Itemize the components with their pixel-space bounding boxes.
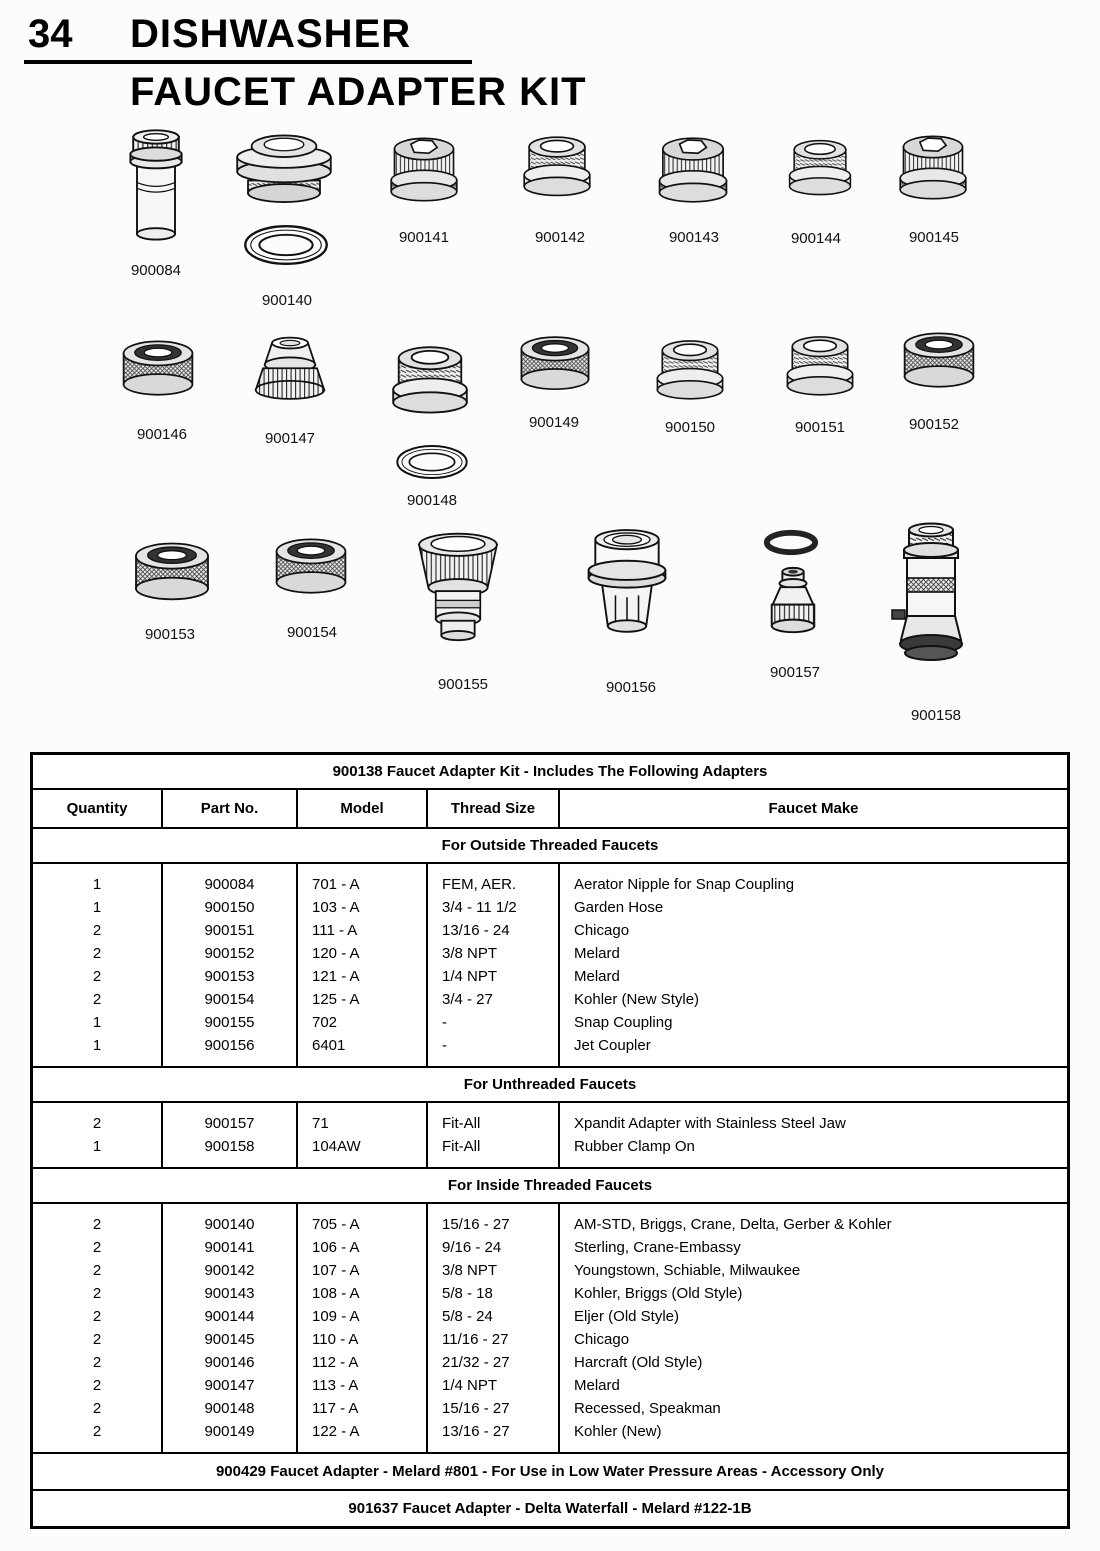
cell-make: Melard — [574, 1377, 620, 1394]
part-image-900156 — [579, 526, 675, 656]
cell-qty: 2 — [92, 945, 102, 962]
part-label-900084: 900084 — [130, 262, 182, 279]
cell-model: 103 - A — [312, 899, 360, 916]
column-make — [560, 864, 1067, 1066]
part-label-900141: 900141 — [398, 229, 450, 246]
column-model — [298, 1103, 428, 1167]
column-make — [560, 1204, 1067, 1452]
cell-model: 109 - A — [312, 1308, 360, 1325]
cell-model: 121 - A — [312, 968, 360, 985]
cell-thread: 13/16 - 24 — [442, 922, 510, 939]
cell-make: Youngstown, Schiable, Milwaukee — [574, 1262, 801, 1279]
part-image-900140-adapter — [230, 128, 338, 214]
cell-model: 6401 — [312, 1037, 346, 1054]
cell-part: 900142 — [204, 1262, 255, 1279]
cell-part: 900147 — [204, 1377, 255, 1394]
cell-qty: 1 — [92, 1037, 102, 1054]
cell-qty: 2 — [92, 1377, 102, 1394]
cell-make: Eljer (Old Style) — [574, 1308, 680, 1325]
column-thread — [428, 864, 560, 1066]
cell-make: Harcraft (Old Style) — [574, 1354, 703, 1371]
cell-part: 900156 — [204, 1037, 255, 1054]
cell-make: Melard — [574, 945, 620, 962]
table-footnote-901637: 901637 Faucet Adapter - Delta Waterfall - Melard #122-1B — [348, 1500, 752, 1517]
part-label-900144: 900144 — [790, 230, 842, 247]
cell-make: Garden Hose — [574, 899, 664, 916]
part-image-900157-oring — [762, 528, 820, 557]
cell-make: Xpandit Adapter with Stainless Steel Jaw — [574, 1115, 846, 1132]
part-image-900144 — [782, 136, 858, 206]
part-label-900142: 900142 — [534, 229, 586, 246]
cell-qty: 2 — [92, 968, 102, 985]
cell-qty: 2 — [92, 1308, 102, 1325]
cell-thread: 3/4 - 27 — [442, 991, 493, 1008]
cell-make: Chicago — [574, 1331, 630, 1348]
section-heading: For Outside Threaded Faucets — [33, 829, 1067, 864]
cell-part: 900158 — [204, 1138, 255, 1155]
cell-thread: 3/4 - 11 1/2 — [442, 899, 517, 916]
cell-part: 900148 — [204, 1400, 255, 1417]
part-label-900149: 900149 — [528, 414, 580, 431]
cell-qty: 1 — [92, 876, 102, 893]
table-header-row — [33, 790, 1067, 829]
part-image-900145 — [892, 132, 974, 208]
cell-part: 900084 — [204, 876, 255, 893]
column-model — [298, 864, 428, 1066]
cell-model: 705 - A — [312, 1216, 360, 1233]
part-label-900140: 900140 — [261, 292, 313, 309]
title-rule — [24, 60, 472, 64]
cell-make: Aerator Nipple for Snap Coupling — [574, 876, 795, 893]
part-label-900145: 900145 — [908, 229, 960, 246]
cell-thread: 15/16 - 27 — [442, 1400, 510, 1417]
cell-model: 117 - A — [312, 1400, 359, 1417]
part-label-900150: 900150 — [664, 419, 716, 436]
part-image-900147 — [245, 332, 335, 418]
cell-thread: 9/16 - 24 — [442, 1239, 502, 1256]
cell-model: 112 - A — [312, 1354, 359, 1371]
cell-part: 900141 — [204, 1239, 255, 1256]
cell-part: 900140 — [204, 1216, 255, 1233]
column-part — [163, 864, 298, 1066]
header-faucet-make: Faucet Make — [768, 800, 859, 817]
page-title: DISHWASHER — [130, 12, 412, 56]
cell-thread: 13/16 - 27 — [442, 1423, 510, 1440]
cell-qty: 1 — [92, 1138, 102, 1155]
cell-model: 108 - A — [312, 1285, 360, 1302]
cell-part: 900149 — [204, 1423, 255, 1440]
cell-part: 900145 — [204, 1331, 255, 1348]
table-title: 900138 Faucet Adapter Kit - Includes The Following Adapters — [33, 755, 1067, 790]
part-label-900152: 900152 — [908, 416, 960, 433]
cell-part: 900152 — [204, 945, 255, 962]
cell-make: Kohler, Briggs (Old Style) — [574, 1285, 743, 1302]
part-image-900152 — [896, 328, 982, 399]
cell-qty: 2 — [92, 1115, 102, 1132]
cell-part: 900157 — [204, 1115, 255, 1132]
cell-qty: 1 — [92, 1014, 102, 1031]
cell-thread: 21/32 - 27 — [442, 1354, 510, 1371]
part-image-900149 — [513, 332, 597, 401]
cell-thread: 3/8 NPT — [442, 945, 498, 962]
column-qty — [33, 864, 163, 1066]
cell-make: Rubber Clamp On — [574, 1138, 695, 1155]
column-part — [163, 1103, 298, 1167]
header-quantity: Quantity — [33, 790, 163, 827]
part-label-900147: 900147 — [264, 430, 316, 447]
part-label-900151: 900151 — [794, 419, 846, 436]
column-thread — [428, 1103, 560, 1167]
cell-qty: 2 — [92, 1354, 102, 1371]
cell-qty: 2 — [92, 1262, 102, 1279]
header-model: Model — [298, 790, 428, 827]
part-image-900148-washer — [392, 440, 472, 484]
cell-make: Snap Coupling — [574, 1014, 673, 1031]
part-image-900084 — [118, 126, 194, 262]
cell-make: Chicago — [574, 922, 630, 939]
part-label-900146: 900146 — [136, 426, 188, 443]
cell-model: 702 — [312, 1014, 338, 1031]
part-image-900148-adapter — [384, 336, 476, 432]
part-image-900150 — [649, 336, 731, 411]
column-thread — [428, 1204, 560, 1452]
cell-model: 701 - A — [312, 876, 360, 893]
part-label-900154: 900154 — [286, 624, 338, 641]
part-label-900148: 900148 — [406, 492, 458, 509]
cell-thread: Fit-All — [442, 1115, 481, 1132]
cell-qty: 2 — [92, 1423, 102, 1440]
column-qty — [33, 1204, 163, 1452]
cell-model: 125 - A — [312, 991, 360, 1008]
part-image-900158 — [886, 522, 976, 677]
part-image-900151 — [779, 332, 861, 407]
cell-part: 900143 — [204, 1285, 255, 1302]
cell-thread: - — [442, 1037, 447, 1054]
part-image-900155 — [407, 530, 509, 655]
column-part — [163, 1204, 298, 1452]
section-heading: For Unthreaded Faucets — [33, 1068, 1067, 1103]
cell-thread: 1/4 NPT — [442, 968, 498, 985]
cell-thread: 15/16 - 27 — [442, 1216, 510, 1233]
cell-qty: 2 — [92, 1400, 102, 1417]
section-body — [33, 1204, 1067, 1454]
header-thread-size: Thread Size — [428, 790, 560, 827]
cell-make: Recessed, Speakman — [574, 1400, 721, 1417]
cell-thread: 5/8 - 24 — [442, 1308, 493, 1325]
section-body — [33, 1103, 1067, 1169]
cell-qty: 2 — [92, 991, 102, 1008]
header-part-no: Part No. — [163, 790, 298, 827]
section-heading: For Inside Threaded Faucets — [33, 1169, 1067, 1204]
column-make — [560, 1103, 1067, 1167]
part-label-900153: 900153 — [144, 626, 196, 643]
cell-qty: 2 — [92, 1216, 102, 1233]
cell-part: 900144 — [204, 1308, 255, 1325]
cell-model: 71 — [312, 1115, 329, 1132]
cell-qty: 2 — [92, 1331, 102, 1348]
cell-thread: 11/16 - 27 — [442, 1331, 509, 1348]
cell-part: 900153 — [204, 968, 255, 985]
part-label-900158: 900158 — [910, 707, 962, 724]
cell-model: 110 - A — [312, 1331, 359, 1348]
cell-make: Kohler (New) — [574, 1423, 662, 1440]
part-image-900157 — [759, 564, 827, 653]
cell-model: 106 - A — [312, 1239, 360, 1256]
column-qty — [33, 1103, 163, 1167]
cell-qty: 2 — [92, 1285, 102, 1302]
cell-model: 120 - A — [312, 945, 360, 962]
cell-make: AM-STD, Briggs, Crane, Delta, Gerber & Kohler — [574, 1216, 892, 1233]
cell-part: 900151 — [204, 922, 255, 939]
part-image-900143 — [651, 134, 735, 211]
column-model — [298, 1204, 428, 1452]
cell-thread: FEM, AER. — [442, 876, 517, 893]
part-label-900143: 900143 — [668, 229, 720, 246]
cell-model: 107 - A — [312, 1262, 360, 1279]
cell-model: 113 - A — [312, 1377, 359, 1394]
cell-part: 900150 — [204, 899, 255, 916]
page-number: 34 — [28, 12, 73, 56]
table-footnote-900429: 900429 Faucet Adapter - Melard #801 - For Use in Low Water Pressure Areas - Accessory Only — [33, 1454, 1067, 1491]
cell-thread: - — [442, 1014, 447, 1031]
part-label-900155: 900155 — [437, 676, 489, 693]
part-label-900156: 900156 — [605, 679, 657, 696]
cell-make: Kohler (New Style) — [574, 991, 700, 1008]
cell-qty: 1 — [92, 899, 102, 916]
table-sections — [33, 829, 1067, 1454]
part-label-900157: 900157 — [769, 664, 821, 681]
part-image-900146 — [115, 336, 201, 407]
cell-part: 900155 — [204, 1014, 255, 1031]
part-image-900141 — [383, 134, 465, 210]
cell-qty: 2 — [92, 1239, 102, 1256]
cell-make: Melard — [574, 968, 620, 985]
cell-part: 900154 — [204, 991, 255, 1008]
cell-thread: 3/8 NPT — [442, 1262, 498, 1279]
part-image-900154 — [268, 534, 354, 605]
cell-thread: Fit-All — [442, 1138, 481, 1155]
cell-part: 900146 — [204, 1354, 255, 1371]
cell-qty: 2 — [92, 922, 102, 939]
cell-model: 122 - A — [312, 1423, 360, 1440]
cell-make: Jet Coupler — [574, 1037, 651, 1054]
part-image-900142 — [516, 132, 598, 208]
part-image-900153 — [127, 538, 217, 612]
parts-table — [30, 752, 1070, 1529]
page-subtitle: FAUCET ADAPTER KIT — [130, 70, 587, 114]
part-image-900140-washer — [239, 220, 333, 270]
section-body — [33, 864, 1067, 1068]
cell-thread: 5/8 - 18 — [442, 1285, 493, 1302]
cell-thread: 1/4 NPT — [442, 1377, 498, 1394]
cell-model: 104AW — [312, 1138, 361, 1155]
cell-model: 111 - A — [312, 922, 358, 939]
cell-make: Sterling, Crane-Embassy — [574, 1239, 741, 1256]
